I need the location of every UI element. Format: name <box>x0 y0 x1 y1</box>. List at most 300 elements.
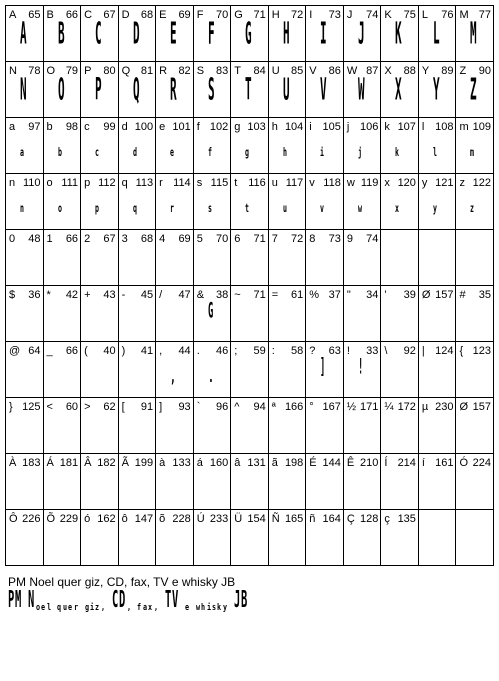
glyph-cell <box>269 174 307 230</box>
glyph-sample: u <box>282 201 287 215</box>
glyph-cell <box>44 174 82 230</box>
glyph-cell <box>344 510 382 566</box>
sample-glyph: h <box>201 603 206 613</box>
glyph-sample: t <box>245 201 249 215</box>
glyph-character: ó <box>84 513 91 525</box>
glyph-character: Ñ <box>271 513 280 525</box>
glyph-cell <box>419 174 457 230</box>
glyph-cell <box>156 286 194 342</box>
glyph-code: 99 <box>103 121 116 133</box>
glyph-code: 44 <box>178 345 191 357</box>
glyph-cell-label <box>309 177 341 189</box>
glyph-cell <box>456 510 494 566</box>
glyph-cell-label <box>9 457 41 469</box>
glyph-cell-label <box>84 513 116 525</box>
glyph-cell <box>456 342 494 398</box>
glyph-cell-label <box>9 345 41 357</box>
glyph-character: + <box>84 289 91 301</box>
sample-glyph: z <box>95 603 100 613</box>
glyph-cell <box>456 230 494 286</box>
glyph-cell <box>119 510 157 566</box>
glyph-cell <box>6 230 44 286</box>
glyph-character: Z <box>459 65 467 77</box>
sample-glyph: a <box>142 603 147 613</box>
glyph-cell <box>119 174 157 230</box>
glyph-sample: K <box>395 15 402 51</box>
glyph-character: 3 <box>121 233 128 245</box>
glyph-character: ô <box>121 513 128 525</box>
glyph-cell-label <box>422 177 454 189</box>
glyph-cell <box>6 454 44 510</box>
glyph-cell-label <box>122 513 154 525</box>
sample-glyph <box>79 603 83 613</box>
glyph-character: M <box>459 9 469 21</box>
glyph-sample: j <box>357 145 362 159</box>
glyph-cell <box>344 398 382 454</box>
glyph-sample: W <box>357 71 364 107</box>
glyph-character: = <box>271 289 279 301</box>
glyph-cell <box>381 118 419 174</box>
glyph-code: 34 <box>366 289 379 301</box>
glyph-code: 73 <box>328 233 341 245</box>
glyph-cell <box>344 118 382 174</box>
glyph-character: ~ <box>234 289 241 301</box>
glyph-cell <box>419 286 457 342</box>
glyph-cell <box>381 454 419 510</box>
glyph-code: 40 <box>103 345 116 357</box>
glyph-cell-label <box>384 345 416 357</box>
glyph-cell-label <box>197 401 229 413</box>
glyph-character: I <box>309 9 313 21</box>
glyph-cell-label <box>159 513 191 525</box>
glyph-character: k <box>384 121 390 133</box>
glyph-cell-label <box>234 233 266 245</box>
glyph-code: 82 <box>178 65 191 77</box>
glyph-code: 33 <box>366 345 379 357</box>
sample-glyph: e <box>184 603 189 613</box>
glyph-character: ñ <box>309 513 316 525</box>
glyph-cell <box>344 454 382 510</box>
glyph-cell <box>419 230 457 286</box>
sample-glyph: q <box>57 603 62 613</box>
glyph-cell <box>269 62 307 118</box>
sample-glyph: T <box>164 586 171 613</box>
glyph-sample: b <box>57 145 61 159</box>
glyph-cell <box>81 398 119 454</box>
glyph-cell <box>156 174 194 230</box>
glyph-cell-label <box>122 345 154 357</box>
glyph-code: 63 <box>328 345 341 357</box>
glyph-cell <box>419 118 457 174</box>
glyph-character: 9 <box>346 233 353 245</box>
glyph-character: O <box>46 65 56 77</box>
glyph-cell-label <box>84 121 116 133</box>
glyph-character: < <box>46 401 53 413</box>
glyph-cell-label <box>459 289 491 301</box>
glyph-cell-label <box>384 121 416 133</box>
glyph-character: s <box>196 177 203 189</box>
sample-glyph: N <box>28 586 35 613</box>
glyph-cell-label <box>309 457 341 469</box>
glyph-code: 60 <box>65 401 79 413</box>
glyph-cell <box>156 342 194 398</box>
glyph-cell <box>194 342 232 398</box>
glyph-code: 71 <box>253 9 266 21</box>
glyph-sample: g <box>245 145 249 159</box>
glyph-cell <box>44 118 82 174</box>
glyph-character: i <box>309 121 312 133</box>
glyph-cell <box>156 118 194 174</box>
glyph-cell <box>81 454 119 510</box>
glyph-cell <box>194 510 232 566</box>
glyph-code: 66 <box>65 233 79 245</box>
glyph-character: Á <box>46 457 54 469</box>
glyph-cell-label <box>197 233 229 245</box>
sample-glyph <box>23 603 27 613</box>
glyph-character: , <box>159 345 163 357</box>
glyph-character: - <box>121 289 126 301</box>
glyph-character: 7 <box>271 233 278 245</box>
glyph-cell <box>81 286 119 342</box>
glyph-cell <box>231 62 269 118</box>
glyph-cell <box>306 6 344 62</box>
glyph-code: 87 <box>366 65 379 77</box>
glyph-sample: F <box>207 15 214 51</box>
glyph-character: m <box>459 121 469 133</box>
glyph-character: G <box>234 9 243 21</box>
glyph-character: ½ <box>346 401 357 413</box>
glyph-code: 157 <box>435 289 454 301</box>
glyph-cell <box>6 174 44 230</box>
glyph-character: 2 <box>84 233 91 245</box>
glyph-cell <box>456 6 494 62</box>
glyph-sample: ] <box>320 353 326 379</box>
glyph-code: 74 <box>366 9 379 21</box>
glyph-cell <box>381 6 419 62</box>
glyph-code: 68 <box>140 233 154 245</box>
glyph-cell-label <box>159 289 191 301</box>
glyph-sample: B <box>57 15 64 51</box>
glyph-code: 172 <box>397 401 416 413</box>
glyph-cell-label <box>272 345 304 357</box>
glyph-cell <box>44 398 82 454</box>
glyph-sample: , <box>170 367 176 387</box>
glyph-character: w <box>346 177 355 189</box>
glyph-sample: c <box>95 145 99 159</box>
glyph-character: à <box>159 457 166 469</box>
glyph-character: j <box>346 121 350 133</box>
sample-glyph: r <box>73 603 78 613</box>
sample-glyph: k <box>217 603 222 613</box>
glyph-cell <box>119 62 157 118</box>
glyph-character: Í <box>384 457 388 469</box>
sample-glyph <box>228 603 232 613</box>
glyph-character: Ø <box>421 289 431 301</box>
glyph-cell-label <box>384 401 416 413</box>
glyph-code: 98 <box>65 121 79 133</box>
sample-glyph: P <box>8 586 15 613</box>
glyph-cell-label <box>347 513 379 525</box>
glyph-character: f <box>196 121 200 133</box>
glyph-character: É <box>309 457 317 469</box>
glyph-character: @ <box>9 345 21 357</box>
glyph-cell <box>419 62 457 118</box>
glyph-code: 73 <box>328 9 341 21</box>
glyph-cell <box>419 6 457 62</box>
glyph-character: 4 <box>159 233 166 245</box>
glyph-code: 94 <box>253 401 266 413</box>
glyph-cell-label <box>309 513 341 525</box>
glyph-cell <box>44 6 82 62</box>
glyph-sample: R <box>170 71 177 107</box>
sample-glyph: , <box>153 603 158 613</box>
glyph-code: 70 <box>215 9 229 21</box>
glyph-cell <box>306 342 344 398</box>
glyph-cell-label <box>9 401 41 413</box>
glyph-cell-label <box>459 457 491 469</box>
glyph-cell-label <box>347 401 379 413</box>
glyph-cell <box>344 286 382 342</box>
glyph-code: 35 <box>478 289 491 301</box>
glyph-cell-label <box>309 289 341 301</box>
glyph-character: b <box>46 121 53 133</box>
glyph-sample: ! <box>357 353 363 379</box>
glyph-code: 182 <box>97 457 116 469</box>
sample-glyph: s <box>211 603 217 613</box>
glyph-cell <box>6 342 44 398</box>
glyph-sample: P <box>95 71 102 107</box>
glyph-sample: a <box>20 145 24 159</box>
glyph-code: 88 <box>403 65 416 77</box>
glyph-cell-label <box>347 289 379 301</box>
sample-glyph: J <box>233 586 240 613</box>
glyph-sample: D <box>132 15 139 51</box>
glyph-code: 43 <box>103 289 116 301</box>
glyph-cell-label <box>197 345 229 357</box>
glyph-cell <box>344 62 382 118</box>
glyph-sample: d <box>132 145 136 159</box>
glyph-cell <box>119 398 157 454</box>
glyph-code: 101 <box>172 121 191 133</box>
sample-glyph <box>52 603 56 613</box>
glyph-sample: N <box>20 71 27 107</box>
glyph-code: 120 <box>397 177 416 189</box>
glyph-character: D <box>121 9 130 21</box>
sample-glyph: l <box>46 603 51 613</box>
glyph-cell-label <box>272 289 304 301</box>
sample-glyph <box>190 603 194 613</box>
glyph-sample: y <box>432 201 437 215</box>
glyph-character: W <box>346 65 358 77</box>
glyph-code: 71 <box>253 233 266 245</box>
glyph-code: 89 <box>441 65 454 77</box>
glyph-cell-label <box>84 233 116 245</box>
glyph-cell <box>381 230 419 286</box>
glyph-code: 210 <box>360 457 379 469</box>
glyph-character: L <box>421 9 429 21</box>
glyph-sample: h <box>282 145 287 159</box>
glyph-character: ã <box>271 457 278 469</box>
glyph-code: 226 <box>22 513 41 525</box>
glyph-sample: p <box>95 201 99 215</box>
glyph-code: 157 <box>472 401 491 413</box>
glyph-cell <box>419 510 457 566</box>
glyph-sample: C <box>95 15 102 51</box>
glyph-cell-label <box>422 457 454 469</box>
glyph-cell <box>306 174 344 230</box>
glyph-character: / <box>159 289 163 301</box>
glyph-cell <box>231 174 269 230</box>
glyph-character: % <box>309 289 320 301</box>
glyph-cell <box>81 174 119 230</box>
glyph-character: ' <box>384 289 387 301</box>
glyph-cell <box>456 174 494 230</box>
glyph-character: â <box>234 457 241 469</box>
sample-text-rendered <box>8 586 249 613</box>
glyph-code: 65 <box>28 9 41 21</box>
glyph-cell <box>156 230 194 286</box>
glyph-code: 80 <box>103 65 116 77</box>
glyph-cell-label <box>422 121 454 133</box>
glyph-code: 64 <box>28 345 41 357</box>
glyph-cell <box>456 398 494 454</box>
sample-glyph <box>179 603 183 613</box>
sample-glyph: M <box>15 586 22 613</box>
glyph-sample: J <box>357 15 364 51</box>
glyph-cell-label <box>197 457 229 469</box>
glyph-sample: z <box>470 201 474 215</box>
glyph-cell-label <box>384 177 416 189</box>
glyph-cell-label <box>347 177 379 189</box>
glyph-cell <box>81 230 119 286</box>
glyph-cell <box>194 174 232 230</box>
glyph-character: A <box>9 9 17 21</box>
glyph-cell <box>119 342 157 398</box>
glyph-cell <box>194 454 232 510</box>
glyph-cell <box>194 62 232 118</box>
glyph-code: 75 <box>403 9 416 21</box>
glyph-cell-label <box>9 121 41 133</box>
glyph-sample: k <box>395 145 399 159</box>
glyph-cell-label <box>47 121 79 133</box>
glyph-cell <box>306 118 344 174</box>
glyph-character: x <box>384 177 390 189</box>
glyph-character: Ê <box>346 457 355 469</box>
glyph-code: 36 <box>28 289 41 301</box>
glyph-cell-label <box>197 121 229 133</box>
glyph-cell <box>81 510 119 566</box>
glyph-cell <box>6 62 44 118</box>
glyph-character: Ó <box>459 457 469 469</box>
glyph-code: 106 <box>360 121 379 133</box>
glyph-character: $ <box>9 289 16 301</box>
glyph-character: ! <box>346 345 350 357</box>
glyph-code: 113 <box>135 177 154 189</box>
glyph-cell-label <box>272 401 304 413</box>
glyph-sample: T <box>245 71 252 107</box>
glyph-cell <box>44 510 82 566</box>
glyph-code: 121 <box>435 177 454 189</box>
glyph-code: 38 <box>215 289 229 301</box>
glyph-cell <box>306 62 344 118</box>
glyph-cell-label <box>234 457 266 469</box>
glyph-character: J <box>346 9 353 21</box>
glyph-character: * <box>46 289 51 301</box>
glyph-character: Ç <box>346 513 355 525</box>
glyph-cell <box>119 118 157 174</box>
glyph-code: 84 <box>253 65 266 77</box>
glyph-cell <box>306 454 344 510</box>
glyph-cell <box>156 62 194 118</box>
glyph-code: 97 <box>28 121 41 133</box>
glyph-cell <box>456 118 494 174</box>
glyph-code: 164 <box>322 513 341 525</box>
glyph-character: ª <box>271 401 276 413</box>
glyph-code: 102 <box>209 121 229 133</box>
glyph-character: { <box>459 345 464 357</box>
glyph-code: 214 <box>397 457 416 469</box>
glyph-cell-label <box>234 121 266 133</box>
glyph-cell-label <box>234 345 266 357</box>
glyph-code: 107 <box>397 121 416 133</box>
glyph-cell-label <box>47 177 79 189</box>
glyph-cell <box>344 342 382 398</box>
glyph-character: a <box>9 121 16 133</box>
glyph-code: 133 <box>172 457 191 469</box>
glyph-character: n <box>9 177 16 189</box>
glyph-code: 118 <box>323 177 341 189</box>
glyph-sample: S <box>207 71 214 107</box>
glyph-cell <box>306 398 344 454</box>
glyph-cell-label <box>309 121 341 133</box>
glyph-code: 92 <box>403 345 416 357</box>
glyph-character: P <box>84 65 92 77</box>
glyph-character: } <box>9 401 13 413</box>
glyph-cell-label <box>272 233 304 245</box>
glyph-cell-label <box>459 177 491 189</box>
glyph-character: Ú <box>196 513 205 525</box>
glyph-cell-label <box>84 289 116 301</box>
glyph-code: 171 <box>360 401 379 413</box>
glyph-code: 41 <box>140 345 154 357</box>
glyph-sample: A <box>20 15 27 51</box>
glyph-cell <box>344 6 382 62</box>
glyph-code: 115 <box>210 177 229 189</box>
glyph-sample: x <box>395 201 399 215</box>
glyph-cell <box>156 454 194 510</box>
glyph-character: t <box>234 177 238 189</box>
glyph-code: 77 <box>478 9 491 21</box>
glyph-code: 67 <box>103 9 116 21</box>
glyph-cell <box>81 62 119 118</box>
glyph-character: R <box>159 65 168 77</box>
glyph-cell <box>456 454 494 510</box>
glyph-cell <box>119 454 157 510</box>
glyph-cell <box>6 6 44 62</box>
glyph-code: 59 <box>253 345 266 357</box>
glyph-character: Ü <box>234 513 243 525</box>
glyph-code: 100 <box>134 121 154 133</box>
glyph-cell <box>6 510 44 566</box>
glyph-cell <box>381 342 419 398</box>
glyph-character: ; <box>234 345 238 357</box>
glyph-code: 93 <box>178 401 191 413</box>
glyph-character: ` <box>196 401 201 413</box>
glyph-cell-label <box>234 513 266 525</box>
sample-glyph: f <box>137 603 142 613</box>
glyph-cell-label <box>459 345 491 357</box>
glyph-cell <box>269 510 307 566</box>
